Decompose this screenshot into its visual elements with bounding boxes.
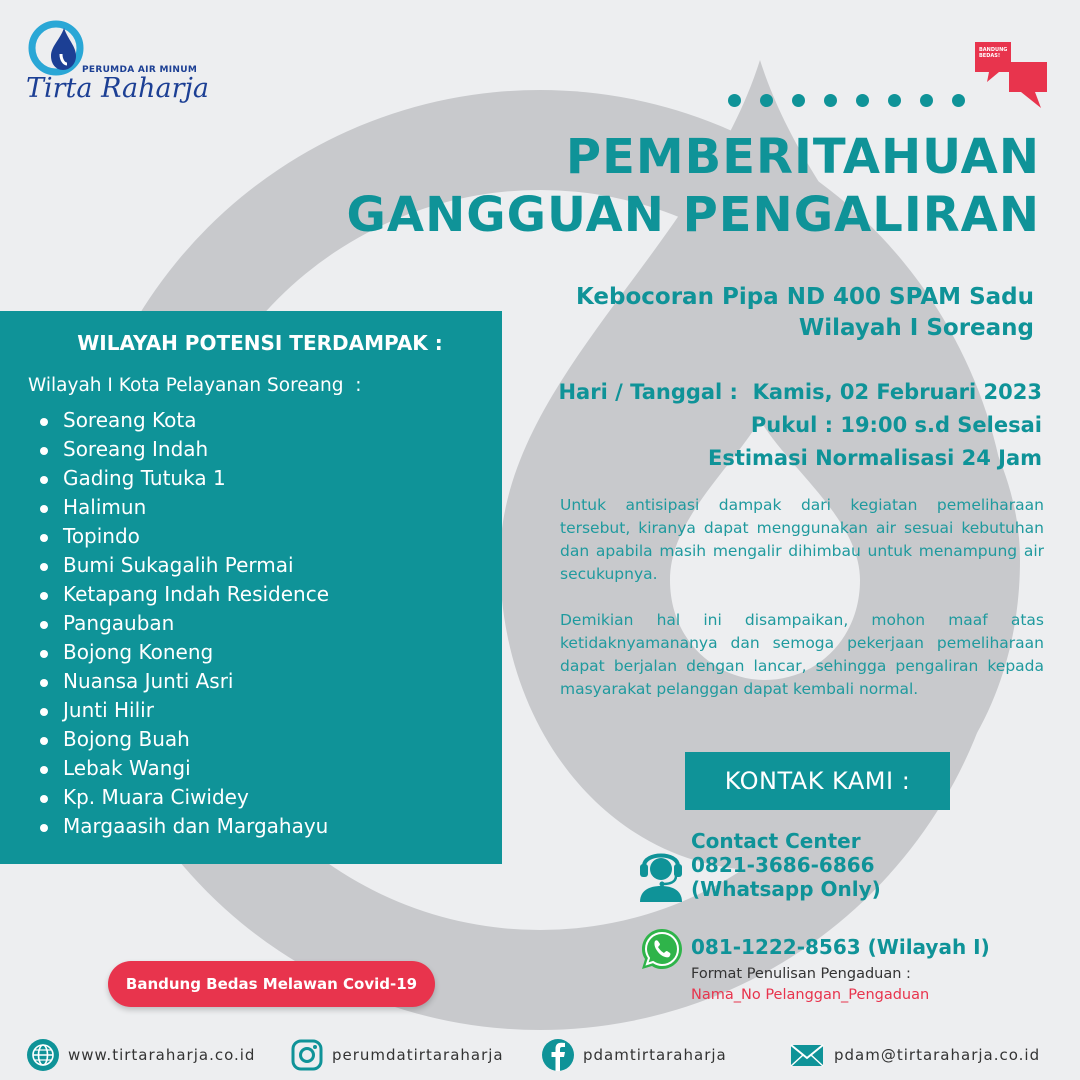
footer-email[interactable] [788,1038,1040,1072]
headset-agent-icon [636,842,686,902]
list-item: Gading Tutuka 1 [40,464,329,493]
footer-facebook[interactable] [541,1038,727,1072]
list-item: Soreang Indah [40,435,329,464]
notice-paragraph-2: Demikian hal ini disampaikan, mohon maaf atas ketidaknyamananya dan semoga pekerjaan pemeliharaan dapat berjalan dengan lancar, sehingga pengaliran kepada masyarakat pelanggan dapat kembali normal. [560,611,1044,698]
instagram-icon [290,1038,324,1072]
contact-center-info [691,829,881,901]
list-item: Pangauban [40,609,329,638]
incident-line-1: Kebocoran Pipa ND 400 SPAM Sadu [576,284,1034,310]
whatsapp-icon [639,926,685,972]
mail-icon [788,1038,826,1072]
incident-title [576,282,1034,344]
list-item: Junti Hilir [40,696,329,725]
contact-center-phone[interactable]: 0821-3686-6866 [691,853,875,877]
contact-center-label: Contact Center [691,829,861,853]
schedule-date: Hari / Tanggal : Kamis, 02 Februari 2023 [558,380,1042,404]
decorative-dots [728,94,965,107]
website-text: www.tirtaraharja.co.id [68,1046,256,1064]
schedule-estimate: Estimasi Normalisasi 24 Jam [707,446,1042,470]
logo-subtitle: PERUMDA AIR MINUM [82,65,198,75]
svg-text:BEDAS!: BEDAS! [979,53,1001,59]
page-title [347,128,1040,244]
svg-text:BANDUNG: BANDUNG [979,47,1008,53]
complaint-format-value: Nama_No Pelanggan_Pengaduan [691,987,930,1003]
contact-center-note: (Whatsapp Only) [691,877,881,901]
footer-instagram[interactable] [290,1038,504,1072]
logo-name: Tirta Raharja [26,73,209,104]
footer-website[interactable] [26,1038,255,1072]
list-item: Lebak Wangi [40,754,329,783]
list-item: Topindo [40,522,329,551]
notice-paragraph-1: Untuk antisipasi dampak dari kegiatan pemeliharaan tersebut, kiranya dapat menggunakan air sesuai kebutuhan dan apabila masih mengalir dihimbau untuk menampung air secukupnya. [560,496,1044,583]
title-line-1: PEMBERITAHUAN [565,129,1040,185]
contact-heading: KONTAK KAMI : [685,752,950,810]
list-item: Margaasih dan Margahayu [40,812,329,841]
schedule-info [558,376,1042,475]
list-item: Halimun [40,493,329,522]
schedule-time: Pukul : 19:00 s.d Selesai [750,413,1042,437]
list-item: Bojong Buah [40,725,329,754]
list-item: Soreang Kota [40,406,329,435]
list-item: Nuansa Junti Asri [40,667,329,696]
list-item: Ketapang Indah Residence [40,580,329,609]
facebook-text: pdamtirtaraharja [583,1046,727,1064]
list-item: Bumi Sukagalih Permai [40,551,329,580]
service-region: Wilayah I Kota Pelayanan Soreang : [28,375,362,396]
globe-icon [26,1038,60,1072]
affected-areas-list [40,406,329,841]
facebook-icon [541,1038,575,1072]
email-text: pdam@tirtaraharja.co.id [834,1046,1041,1064]
complaint-format-label: Format Penulisan Pengaduan : [691,966,911,982]
instagram-text: perumdatirtaraharja [332,1046,504,1064]
list-item: Kp. Muara Ciwidey [40,783,329,812]
whatsapp-phone[interactable]: 081-1222-8563 (Wilayah I) [691,935,990,959]
title-line-2: GANGGUAN PENGALIRAN [346,187,1040,243]
tirta-raharja-logo [28,20,84,76]
bandung-bedas-logo [973,38,1049,110]
affected-areas-title: WILAYAH POTENSI TERDAMPAK : [77,331,443,355]
covid-campaign-badge: Bandung Bedas Melawan Covid-19 [108,961,435,1007]
incident-line-2: Wilayah I Soreang [798,315,1034,341]
list-item: Bojong Koneng [40,638,329,667]
affected-areas-panel [0,311,502,864]
